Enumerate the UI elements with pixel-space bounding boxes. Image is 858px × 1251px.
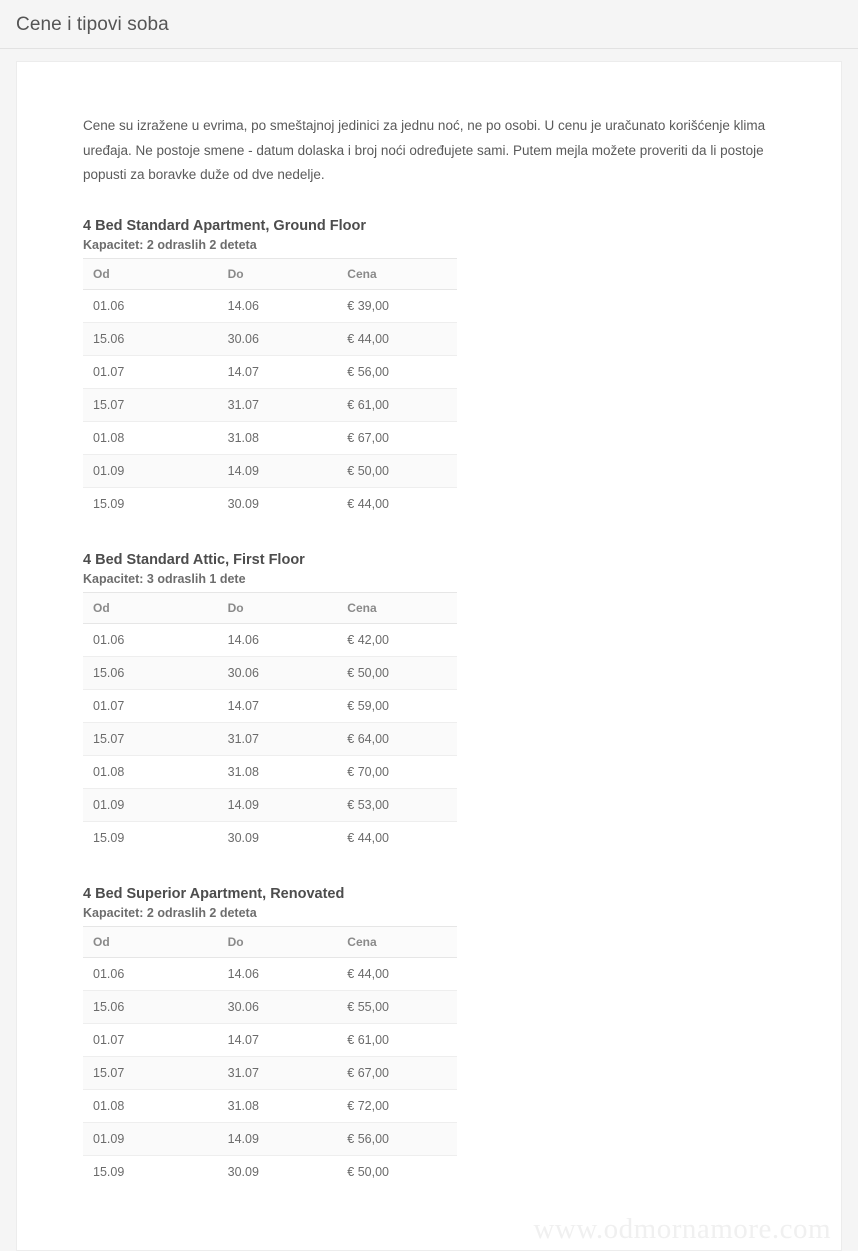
cell-price: € 42,00 (337, 623, 457, 656)
cell-date-from: 01.08 (83, 1089, 218, 1122)
cell-price: € 67,00 (337, 1056, 457, 1089)
cell-date-to: 30.06 (218, 990, 338, 1023)
intro-paragraph: Cene su izražene u evrima, po smeštajnoj jedinici za jednu noć, ne po osobi. U cenu je uračunato korišćenje klima uređaja. Ne postoje smene - datum dolaska i broj noći određujete sami. Putem mejla možete proveriti da li postoje popusti za boravke duže od dve nedelje. (83, 118, 766, 183)
table-row (83, 289, 457, 322)
cell-price: € 39,00 (337, 289, 457, 322)
cell-date-to: 31.08 (218, 1089, 338, 1122)
table-row (83, 454, 457, 487)
table-row (83, 421, 457, 454)
cell-date-to: 14.07 (218, 355, 338, 388)
cell-date-from: 01.08 (83, 421, 218, 454)
column-header: Do (218, 592, 338, 623)
table-row (83, 388, 457, 421)
cell-price: € 72,00 (337, 1089, 457, 1122)
cell-date-from: 15.06 (83, 990, 218, 1023)
cell-date-to: 14.06 (218, 623, 338, 656)
cell-price: € 44,00 (347, 830, 390, 845)
column-header: Do (218, 258, 338, 289)
table-row (83, 656, 457, 689)
cell-date-to: 30.06 (218, 656, 338, 689)
cell-price: € 59,00 (337, 689, 457, 722)
price-table (83, 926, 457, 1188)
watermark: www.odmornamore.com (533, 1212, 831, 1245)
price-table-block (83, 218, 457, 520)
table-row (83, 322, 457, 355)
cell-date-from: 01.09 (83, 454, 218, 487)
cell-date-to: 14.07 (218, 689, 338, 722)
cell-date-to: 31.07 (218, 722, 338, 755)
table-row (83, 689, 457, 722)
cell-date-to: 31.07 (218, 1056, 338, 1089)
page-title: Cene i tipovi soba (16, 14, 169, 35)
price-table-capacity: Kapacitet: 3 odraslih 1 dete (83, 571, 246, 586)
table-row (83, 957, 457, 990)
table-row (83, 990, 457, 1023)
cell-date-from: 15.06 (83, 656, 218, 689)
cell-date-from: 01.06 (83, 623, 218, 656)
table-row (83, 623, 457, 656)
cell-price: € 44,00 (347, 496, 390, 511)
cell-date-to: 14.09 (218, 788, 338, 821)
cell-date-from: 15.07 (83, 722, 218, 755)
cell-date-to: 31.07 (218, 388, 338, 421)
cell-price: € 67,00 (337, 421, 457, 454)
cell-date-from: 01.06 (83, 289, 218, 322)
table-row (83, 1155, 457, 1188)
cell-date-from: 01.07 (83, 355, 218, 388)
cell-price: € 50,00 (347, 1164, 390, 1179)
column-header: Od (83, 258, 218, 289)
cell-price: € 61,00 (337, 1023, 457, 1056)
table-row (83, 788, 457, 821)
price-table-title: 4 Bed Standard Apartment, Ground Floor (83, 217, 367, 234)
cell-date-from: 01.07 (83, 689, 218, 722)
table-header-row (83, 258, 457, 289)
content-card (16, 61, 842, 1251)
cell-price: € 53,00 (337, 788, 457, 821)
cell-price: € 44,00 (337, 322, 457, 355)
cell-price: € 50,00 (337, 454, 457, 487)
cell-date-from: 15.07 (83, 388, 218, 421)
column-header: Cena (337, 258, 457, 289)
table-row (83, 1089, 457, 1122)
table-header-row (83, 926, 457, 957)
cell-date-from: 15.07 (83, 1056, 218, 1089)
table-row (83, 821, 457, 854)
cell-price: € 70,00 (337, 755, 457, 788)
table-row (83, 755, 457, 788)
cell-date-to: 14.06 (218, 957, 338, 990)
price-table-title: 4 Bed Standard Attic, First Floor (83, 551, 305, 568)
table-row (83, 1122, 457, 1155)
column-header: Cena (337, 592, 457, 623)
cell-date-to: 31.08 (218, 755, 338, 788)
cell-date-to: 30.09 (227, 1164, 259, 1179)
title-divider (0, 48, 858, 49)
cell-date-from: 15.09 (93, 496, 125, 511)
cell-price: € 61,00 (337, 388, 457, 421)
cell-date-to: 14.09 (218, 454, 338, 487)
price-table-block (83, 552, 457, 854)
cell-date-to: 30.09 (227, 830, 259, 845)
cell-date-to: 14.07 (218, 1023, 338, 1056)
column-header: Cena (337, 926, 457, 957)
price-table-title: 4 Bed Superior Apartment, Renovated (83, 885, 345, 902)
table-row (83, 355, 457, 388)
price-table-capacity: Kapacitet: 2 odraslih 2 deteta (83, 237, 257, 252)
price-table (83, 592, 457, 854)
cell-price: € 64,00 (337, 722, 457, 755)
price-table-capacity: Kapacitet: 2 odraslih 2 deteta (83, 905, 257, 920)
cell-date-from: 01.09 (83, 1122, 218, 1155)
cell-price: € 56,00 (337, 355, 457, 388)
price-tables-grid (83, 218, 775, 1220)
cell-date-to: 30.09 (227, 496, 259, 511)
cell-date-from: 01.06 (83, 957, 218, 990)
cell-date-to: 14.06 (218, 289, 338, 322)
cell-price: € 55,00 (337, 990, 457, 1023)
cell-date-to: 31.08 (218, 421, 338, 454)
cell-price: € 44,00 (337, 957, 457, 990)
cell-date-from: 01.07 (83, 1023, 218, 1056)
cell-date-from: 15.09 (93, 1164, 125, 1179)
table-row (83, 1056, 457, 1089)
content-inner (33, 80, 825, 1250)
cell-date-from: 01.09 (83, 788, 218, 821)
price-table-block (83, 886, 457, 1188)
column-header: Od (83, 592, 218, 623)
table-row (83, 722, 457, 755)
cell-date-from: 01.08 (83, 755, 218, 788)
cell-date-from: 15.06 (83, 322, 218, 355)
cell-date-from: 15.09 (93, 830, 125, 845)
price-table (83, 258, 457, 520)
table-row (83, 1023, 457, 1056)
column-header: Do (218, 926, 338, 957)
cell-price: € 50,00 (337, 656, 457, 689)
table-header-row (83, 592, 457, 623)
cell-date-to: 30.06 (218, 322, 338, 355)
table-row (83, 487, 457, 520)
cell-date-to: 14.09 (218, 1122, 338, 1155)
cell-price: € 56,00 (337, 1122, 457, 1155)
column-header: Od (83, 926, 218, 957)
